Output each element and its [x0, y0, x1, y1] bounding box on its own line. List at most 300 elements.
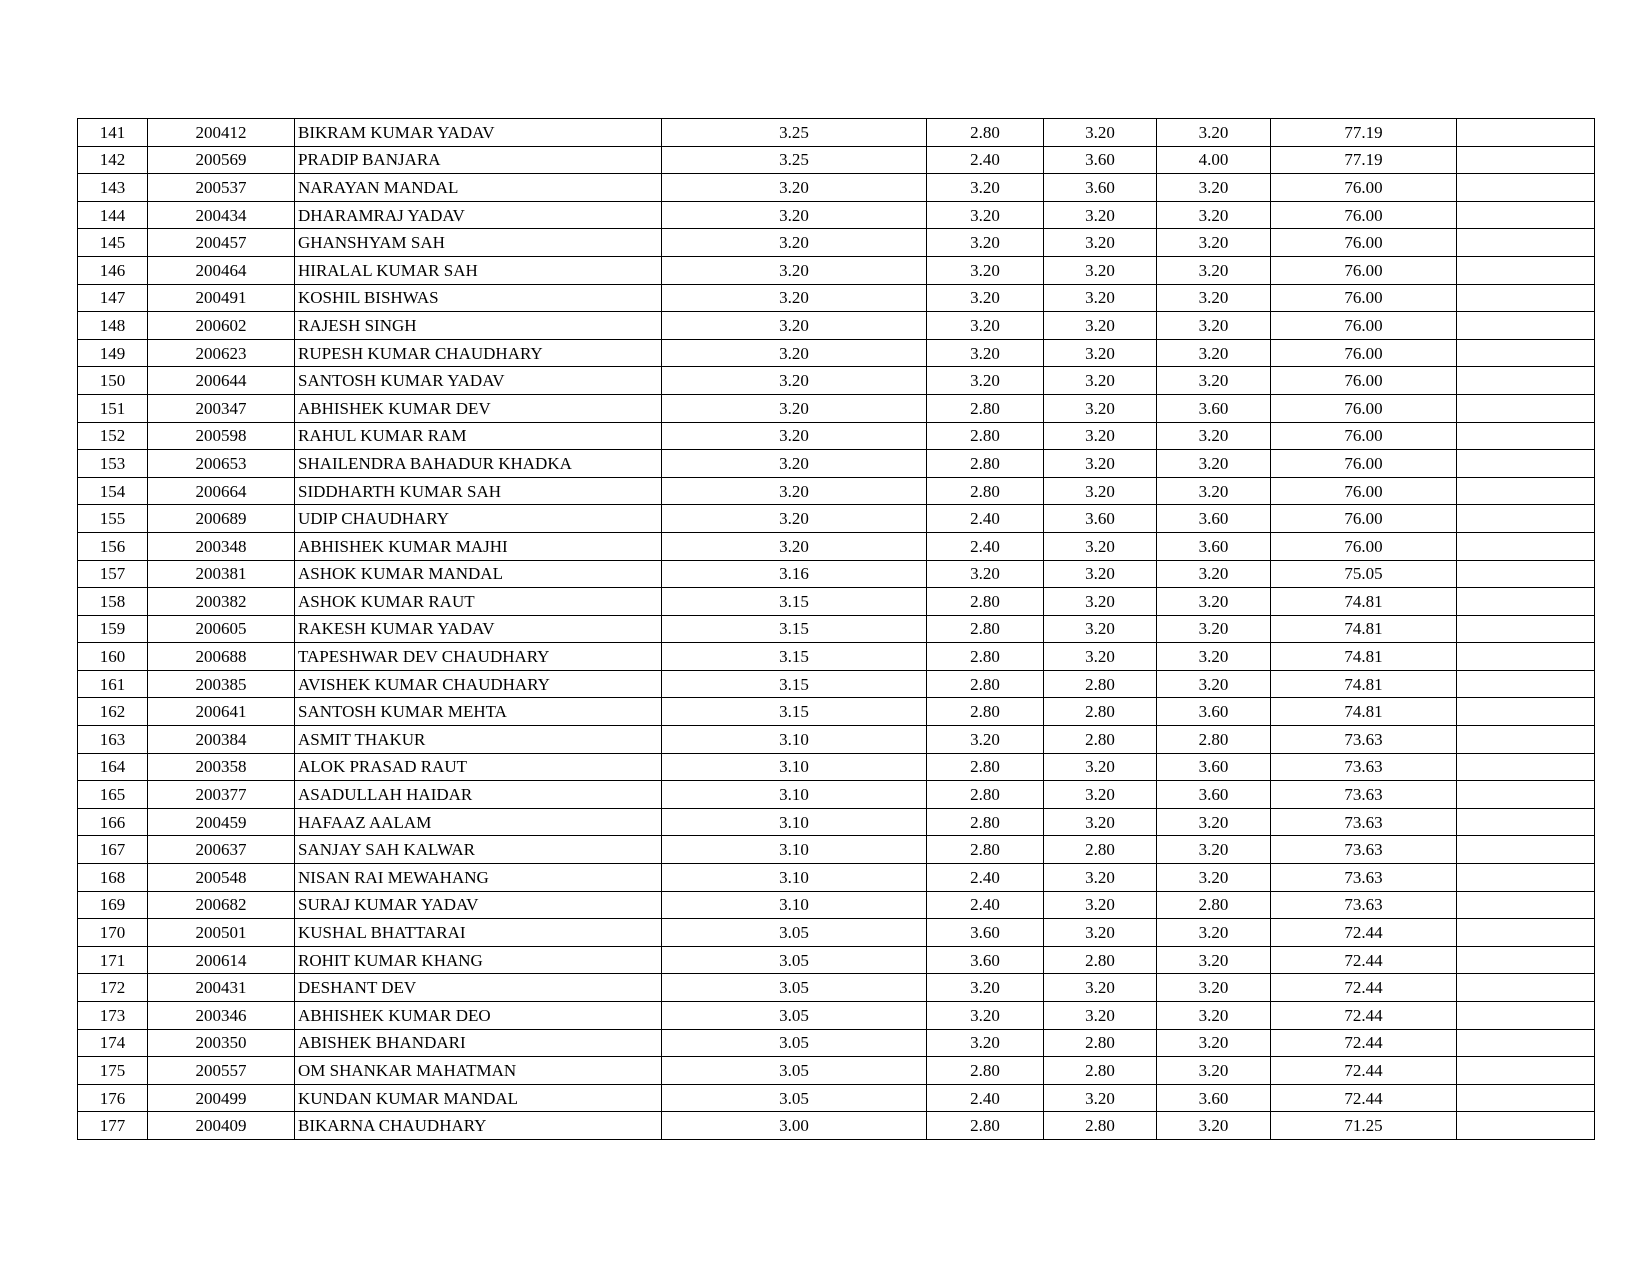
table-row — [78, 946, 1595, 974]
score-1-cell: 3.10 — [662, 864, 927, 892]
remarks-cell — [1457, 588, 1595, 616]
student-name-cell: ASHOK KUMAR MANDAL — [295, 560, 662, 588]
score-3-cell: 3.20 — [1044, 477, 1157, 505]
score-2-cell: 2.80 — [927, 450, 1044, 478]
score-4-cell: 2.80 — [1157, 726, 1271, 754]
remarks-cell — [1457, 836, 1595, 864]
table-row — [78, 119, 1595, 147]
score-3-cell: 3.20 — [1044, 643, 1157, 671]
table-row — [78, 781, 1595, 809]
student-name-cell: SURAJ KUMAR YADAV — [295, 891, 662, 919]
table-row — [78, 1112, 1595, 1140]
student-name-cell: DHARAMRAJ YADAV — [295, 201, 662, 229]
score-2-cell: 2.40 — [927, 891, 1044, 919]
score-2-cell: 2.80 — [927, 615, 1044, 643]
student-name-cell: SHAILENDRA BAHADUR KHADKA — [295, 450, 662, 478]
remarks-cell — [1457, 864, 1595, 892]
roll-number-cell: 200623 — [148, 339, 295, 367]
percentage-cell: 74.81 — [1271, 670, 1457, 698]
remarks-cell — [1457, 229, 1595, 257]
score-2-cell: 2.80 — [927, 394, 1044, 422]
remarks-cell — [1457, 339, 1595, 367]
score-4-cell: 3.20 — [1157, 201, 1271, 229]
score-4-cell: 3.60 — [1157, 698, 1271, 726]
score-3-cell: 3.20 — [1044, 615, 1157, 643]
roll-number-cell: 200605 — [148, 615, 295, 643]
serial-number-cell: 177 — [78, 1112, 148, 1140]
score-4-cell: 3.20 — [1157, 615, 1271, 643]
serial-number-cell: 166 — [78, 808, 148, 836]
score-2-cell: 2.80 — [927, 477, 1044, 505]
table-row — [78, 615, 1595, 643]
score-2-cell: 3.20 — [927, 312, 1044, 340]
roll-number-cell: 200614 — [148, 946, 295, 974]
remarks-cell — [1457, 477, 1595, 505]
score-2-cell: 2.80 — [927, 808, 1044, 836]
score-4-cell: 3.20 — [1157, 836, 1271, 864]
roll-number-cell: 200377 — [148, 781, 295, 809]
roll-number-cell: 200602 — [148, 312, 295, 340]
remarks-cell — [1457, 726, 1595, 754]
percentage-cell: 73.63 — [1271, 891, 1457, 919]
score-1-cell: 3.20 — [662, 284, 927, 312]
serial-number-cell: 171 — [78, 946, 148, 974]
table-row — [78, 836, 1595, 864]
roll-number-cell: 200637 — [148, 836, 295, 864]
student-name-cell: RAJESH SINGH — [295, 312, 662, 340]
score-3-cell: 3.20 — [1044, 1084, 1157, 1112]
score-3-cell: 2.80 — [1044, 836, 1157, 864]
score-4-cell: 3.20 — [1157, 1112, 1271, 1140]
serial-number-cell: 150 — [78, 367, 148, 395]
percentage-cell: 72.44 — [1271, 1029, 1457, 1057]
score-2-cell: 2.40 — [927, 505, 1044, 533]
table-row — [78, 808, 1595, 836]
score-3-cell: 3.60 — [1044, 174, 1157, 202]
score-3-cell: 3.20 — [1044, 367, 1157, 395]
table-row — [78, 588, 1595, 616]
percentage-cell: 73.63 — [1271, 726, 1457, 754]
remarks-cell — [1457, 781, 1595, 809]
score-4-cell: 3.20 — [1157, 946, 1271, 974]
serial-number-cell: 146 — [78, 256, 148, 284]
percentage-cell: 76.00 — [1271, 339, 1457, 367]
student-name-cell: GHANSHYAM SAH — [295, 229, 662, 257]
serial-number-cell: 141 — [78, 119, 148, 147]
table-row — [78, 229, 1595, 257]
score-3-cell: 3.60 — [1044, 146, 1157, 174]
remarks-cell — [1457, 284, 1595, 312]
score-3-cell: 2.80 — [1044, 946, 1157, 974]
score-4-cell: 3.20 — [1157, 312, 1271, 340]
percentage-cell: 73.63 — [1271, 808, 1457, 836]
student-name-cell: KUNDAN KUMAR MANDAL — [295, 1084, 662, 1112]
percentage-cell: 76.00 — [1271, 532, 1457, 560]
serial-number-cell: 147 — [78, 284, 148, 312]
percentage-cell: 74.81 — [1271, 588, 1457, 616]
score-1-cell: 3.15 — [662, 698, 927, 726]
score-2-cell: 3.20 — [927, 367, 1044, 395]
serial-number-cell: 172 — [78, 974, 148, 1002]
percentage-cell: 77.19 — [1271, 146, 1457, 174]
score-1-cell: 3.15 — [662, 615, 927, 643]
roll-number-cell: 200358 — [148, 753, 295, 781]
table-row — [78, 919, 1595, 947]
serial-number-cell: 176 — [78, 1084, 148, 1112]
score-3-cell: 3.20 — [1044, 919, 1157, 947]
score-1-cell: 3.10 — [662, 753, 927, 781]
remarks-cell — [1457, 174, 1595, 202]
score-1-cell: 3.20 — [662, 201, 927, 229]
score-2-cell: 2.80 — [927, 698, 1044, 726]
serial-number-cell: 165 — [78, 781, 148, 809]
student-name-cell: AVISHEK KUMAR CHAUDHARY — [295, 670, 662, 698]
score-2-cell: 3.20 — [927, 560, 1044, 588]
score-1-cell: 3.25 — [662, 146, 927, 174]
table-row — [78, 1084, 1595, 1112]
remarks-cell — [1457, 146, 1595, 174]
serial-number-cell: 155 — [78, 505, 148, 533]
score-3-cell: 3.20 — [1044, 1002, 1157, 1030]
score-3-cell: 3.20 — [1044, 753, 1157, 781]
score-3-cell: 3.20 — [1044, 339, 1157, 367]
score-4-cell: 3.20 — [1157, 588, 1271, 616]
score-1-cell: 3.15 — [662, 670, 927, 698]
score-2-cell: 3.20 — [927, 1029, 1044, 1057]
score-1-cell: 3.20 — [662, 450, 927, 478]
score-3-cell: 3.20 — [1044, 450, 1157, 478]
table-row — [78, 394, 1595, 422]
score-4-cell: 3.20 — [1157, 1029, 1271, 1057]
score-2-cell: 3.20 — [927, 339, 1044, 367]
student-name-cell: NARAYAN MANDAL — [295, 174, 662, 202]
percentage-cell: 72.44 — [1271, 946, 1457, 974]
serial-number-cell: 168 — [78, 864, 148, 892]
remarks-cell — [1457, 1084, 1595, 1112]
percentage-cell: 76.00 — [1271, 450, 1457, 478]
score-3-cell: 3.20 — [1044, 891, 1157, 919]
roll-number-cell: 200501 — [148, 919, 295, 947]
score-4-cell: 3.20 — [1157, 119, 1271, 147]
score-4-cell: 3.20 — [1157, 256, 1271, 284]
score-2-cell: 3.60 — [927, 919, 1044, 947]
score-3-cell: 3.60 — [1044, 505, 1157, 533]
percentage-cell: 72.44 — [1271, 1057, 1457, 1085]
roll-number-cell: 200491 — [148, 284, 295, 312]
score-3-cell: 2.80 — [1044, 1057, 1157, 1085]
roll-number-cell: 200641 — [148, 698, 295, 726]
serial-number-cell: 156 — [78, 532, 148, 560]
score-2-cell: 3.20 — [927, 174, 1044, 202]
score-1-cell: 3.10 — [662, 836, 927, 864]
serial-number-cell: 167 — [78, 836, 148, 864]
score-4-cell: 3.60 — [1157, 394, 1271, 422]
score-2-cell: 2.80 — [927, 753, 1044, 781]
score-1-cell: 3.20 — [662, 339, 927, 367]
score-1-cell: 3.05 — [662, 1002, 927, 1030]
score-4-cell: 3.20 — [1157, 284, 1271, 312]
serial-number-cell: 154 — [78, 477, 148, 505]
score-3-cell: 3.20 — [1044, 781, 1157, 809]
roll-number-cell: 200598 — [148, 422, 295, 450]
remarks-cell — [1457, 1029, 1595, 1057]
student-name-cell: OM SHANKAR MAHATMAN — [295, 1057, 662, 1085]
table-row — [78, 201, 1595, 229]
score-3-cell: 3.20 — [1044, 284, 1157, 312]
roll-number-cell: 200569 — [148, 146, 295, 174]
roll-number-cell: 200689 — [148, 505, 295, 533]
score-2-cell: 2.40 — [927, 1084, 1044, 1112]
roll-number-cell: 200653 — [148, 450, 295, 478]
score-3-cell: 2.80 — [1044, 1112, 1157, 1140]
student-name-cell: HAFAAZ AALAM — [295, 808, 662, 836]
student-name-cell: RAHUL KUMAR RAM — [295, 422, 662, 450]
score-4-cell: 2.80 — [1157, 891, 1271, 919]
percentage-cell: 76.00 — [1271, 229, 1457, 257]
percentage-cell: 73.63 — [1271, 781, 1457, 809]
score-4-cell: 3.20 — [1157, 974, 1271, 1002]
serial-number-cell: 160 — [78, 643, 148, 671]
percentage-cell: 74.81 — [1271, 698, 1457, 726]
student-name-cell: HIRALAL KUMAR SAH — [295, 256, 662, 284]
roll-number-cell: 200464 — [148, 256, 295, 284]
score-1-cell: 3.05 — [662, 1057, 927, 1085]
score-1-cell: 3.20 — [662, 367, 927, 395]
table-row — [78, 643, 1595, 671]
serial-number-cell: 173 — [78, 1002, 148, 1030]
score-4-cell: 3.20 — [1157, 670, 1271, 698]
roll-number-cell: 200499 — [148, 1084, 295, 1112]
score-4-cell: 3.20 — [1157, 1057, 1271, 1085]
score-1-cell: 3.15 — [662, 588, 927, 616]
student-name-cell: TAPESHWAR DEV CHAUDHARY — [295, 643, 662, 671]
student-name-cell: BIKRAM KUMAR YADAV — [295, 119, 662, 147]
student-name-cell: SANTOSH KUMAR MEHTA — [295, 698, 662, 726]
score-1-cell: 3.20 — [662, 229, 927, 257]
serial-number-cell: 164 — [78, 753, 148, 781]
remarks-cell — [1457, 312, 1595, 340]
remarks-cell — [1457, 450, 1595, 478]
remarks-cell — [1457, 698, 1595, 726]
results-body — [78, 119, 1595, 1140]
score-4-cell: 3.20 — [1157, 1002, 1271, 1030]
remarks-cell — [1457, 974, 1595, 1002]
table-row — [78, 146, 1595, 174]
score-4-cell: 3.20 — [1157, 422, 1271, 450]
remarks-cell — [1457, 643, 1595, 671]
percentage-cell: 76.00 — [1271, 312, 1457, 340]
roll-number-cell: 200557 — [148, 1057, 295, 1085]
score-1-cell: 3.20 — [662, 256, 927, 284]
table-row — [78, 1057, 1595, 1085]
score-4-cell: 3.20 — [1157, 919, 1271, 947]
roll-number-cell: 200412 — [148, 119, 295, 147]
table-row — [78, 422, 1595, 450]
serial-number-cell: 170 — [78, 919, 148, 947]
student-name-cell: KUSHAL BHATTARAI — [295, 919, 662, 947]
remarks-cell — [1457, 119, 1595, 147]
student-name-cell: RUPESH KUMAR CHAUDHARY — [295, 339, 662, 367]
score-3-cell: 2.80 — [1044, 726, 1157, 754]
remarks-cell — [1457, 1057, 1595, 1085]
serial-number-cell: 157 — [78, 560, 148, 588]
student-name-cell: ABHISHEK KUMAR MAJHI — [295, 532, 662, 560]
percentage-cell: 74.81 — [1271, 643, 1457, 671]
remarks-cell — [1457, 753, 1595, 781]
score-3-cell: 3.20 — [1044, 229, 1157, 257]
table-row — [78, 670, 1595, 698]
roll-number-cell: 200537 — [148, 174, 295, 202]
results-table — [77, 118, 1595, 1140]
score-2-cell: 2.80 — [927, 643, 1044, 671]
score-3-cell: 3.20 — [1044, 394, 1157, 422]
score-4-cell: 3.60 — [1157, 505, 1271, 533]
score-1-cell: 3.00 — [662, 1112, 927, 1140]
serial-number-cell: 151 — [78, 394, 148, 422]
roll-number-cell: 200434 — [148, 201, 295, 229]
table-row — [78, 864, 1595, 892]
score-2-cell: 3.20 — [927, 726, 1044, 754]
student-name-cell: DESHANT DEV — [295, 974, 662, 1002]
percentage-cell: 73.63 — [1271, 753, 1457, 781]
score-4-cell: 3.60 — [1157, 781, 1271, 809]
percentage-cell: 76.00 — [1271, 394, 1457, 422]
roll-number-cell: 200409 — [148, 1112, 295, 1140]
roll-number-cell: 200548 — [148, 864, 295, 892]
serial-number-cell: 143 — [78, 174, 148, 202]
score-3-cell: 3.20 — [1044, 588, 1157, 616]
score-3-cell: 3.20 — [1044, 560, 1157, 588]
score-4-cell: 3.20 — [1157, 864, 1271, 892]
table-row — [78, 339, 1595, 367]
score-3-cell: 3.20 — [1044, 119, 1157, 147]
remarks-cell — [1457, 505, 1595, 533]
score-3-cell: 3.20 — [1044, 201, 1157, 229]
table-row — [78, 367, 1595, 395]
score-4-cell: 4.00 — [1157, 146, 1271, 174]
roll-number-cell: 200459 — [148, 808, 295, 836]
score-2-cell: 3.20 — [927, 256, 1044, 284]
serial-number-cell: 162 — [78, 698, 148, 726]
score-1-cell: 3.20 — [662, 477, 927, 505]
table-row — [78, 532, 1595, 560]
score-1-cell: 3.10 — [662, 891, 927, 919]
score-1-cell: 3.20 — [662, 312, 927, 340]
serial-number-cell: 148 — [78, 312, 148, 340]
remarks-cell — [1457, 808, 1595, 836]
score-1-cell: 3.16 — [662, 560, 927, 588]
score-2-cell: 3.20 — [927, 284, 1044, 312]
student-name-cell: UDIP CHAUDHARY — [295, 505, 662, 533]
score-2-cell: 3.20 — [927, 974, 1044, 1002]
percentage-cell: 76.00 — [1271, 477, 1457, 505]
table-row — [78, 1002, 1595, 1030]
serial-number-cell: 142 — [78, 146, 148, 174]
score-3-cell: 3.20 — [1044, 864, 1157, 892]
score-1-cell: 3.20 — [662, 532, 927, 560]
remarks-cell — [1457, 891, 1595, 919]
table-row — [78, 1029, 1595, 1057]
remarks-cell — [1457, 201, 1595, 229]
table-row — [78, 726, 1595, 754]
score-2-cell: 3.20 — [927, 201, 1044, 229]
score-2-cell: 3.20 — [927, 229, 1044, 257]
table-row — [78, 891, 1595, 919]
percentage-cell: 76.00 — [1271, 284, 1457, 312]
percentage-cell: 76.00 — [1271, 367, 1457, 395]
student-name-cell: KOSHIL BISHWAS — [295, 284, 662, 312]
remarks-cell — [1457, 394, 1595, 422]
score-2-cell: 2.80 — [927, 422, 1044, 450]
score-4-cell: 3.60 — [1157, 532, 1271, 560]
percentage-cell: 72.44 — [1271, 1002, 1457, 1030]
percentage-cell: 71.25 — [1271, 1112, 1457, 1140]
student-name-cell: PRADIP BANJARA — [295, 146, 662, 174]
remarks-cell — [1457, 560, 1595, 588]
score-3-cell: 3.20 — [1044, 808, 1157, 836]
serial-number-cell: 144 — [78, 201, 148, 229]
roll-number-cell: 200385 — [148, 670, 295, 698]
serial-number-cell: 145 — [78, 229, 148, 257]
serial-number-cell: 153 — [78, 450, 148, 478]
student-name-cell: ABISHEK BHANDARI — [295, 1029, 662, 1057]
serial-number-cell: 161 — [78, 670, 148, 698]
roll-number-cell: 200688 — [148, 643, 295, 671]
percentage-cell: 72.44 — [1271, 919, 1457, 947]
table-row — [78, 174, 1595, 202]
serial-number-cell: 152 — [78, 422, 148, 450]
score-2-cell: 3.60 — [927, 946, 1044, 974]
score-2-cell: 2.40 — [927, 864, 1044, 892]
score-1-cell: 3.25 — [662, 119, 927, 147]
table-row — [78, 560, 1595, 588]
score-2-cell: 2.80 — [927, 781, 1044, 809]
roll-number-cell: 200347 — [148, 394, 295, 422]
score-3-cell: 3.20 — [1044, 422, 1157, 450]
roll-number-cell: 200346 — [148, 1002, 295, 1030]
student-name-cell: ASMIT THAKUR — [295, 726, 662, 754]
score-3-cell: 3.20 — [1044, 256, 1157, 284]
serial-number-cell: 163 — [78, 726, 148, 754]
percentage-cell: 74.81 — [1271, 615, 1457, 643]
table-row — [78, 698, 1595, 726]
percentage-cell: 72.44 — [1271, 1084, 1457, 1112]
score-4-cell: 3.60 — [1157, 753, 1271, 781]
serial-number-cell: 169 — [78, 891, 148, 919]
score-1-cell: 3.05 — [662, 946, 927, 974]
student-name-cell: BIKARNA CHAUDHARY — [295, 1112, 662, 1140]
remarks-cell — [1457, 532, 1595, 560]
score-4-cell: 3.20 — [1157, 560, 1271, 588]
score-1-cell: 3.10 — [662, 781, 927, 809]
student-name-cell: SIDDHARTH KUMAR SAH — [295, 477, 662, 505]
student-name-cell: ABHISHEK KUMAR DEV — [295, 394, 662, 422]
score-4-cell: 3.20 — [1157, 174, 1271, 202]
table-row — [78, 256, 1595, 284]
remarks-cell — [1457, 1002, 1595, 1030]
roll-number-cell: 200682 — [148, 891, 295, 919]
percentage-cell: 73.63 — [1271, 836, 1457, 864]
score-4-cell: 3.20 — [1157, 339, 1271, 367]
score-4-cell: 3.20 — [1157, 477, 1271, 505]
table-row — [78, 974, 1595, 1002]
serial-number-cell: 159 — [78, 615, 148, 643]
score-2-cell: 2.40 — [927, 146, 1044, 174]
score-3-cell: 3.20 — [1044, 974, 1157, 1002]
score-1-cell: 3.10 — [662, 808, 927, 836]
student-name-cell: RAKESH KUMAR YADAV — [295, 615, 662, 643]
student-name-cell: NISAN RAI MEWAHANG — [295, 864, 662, 892]
